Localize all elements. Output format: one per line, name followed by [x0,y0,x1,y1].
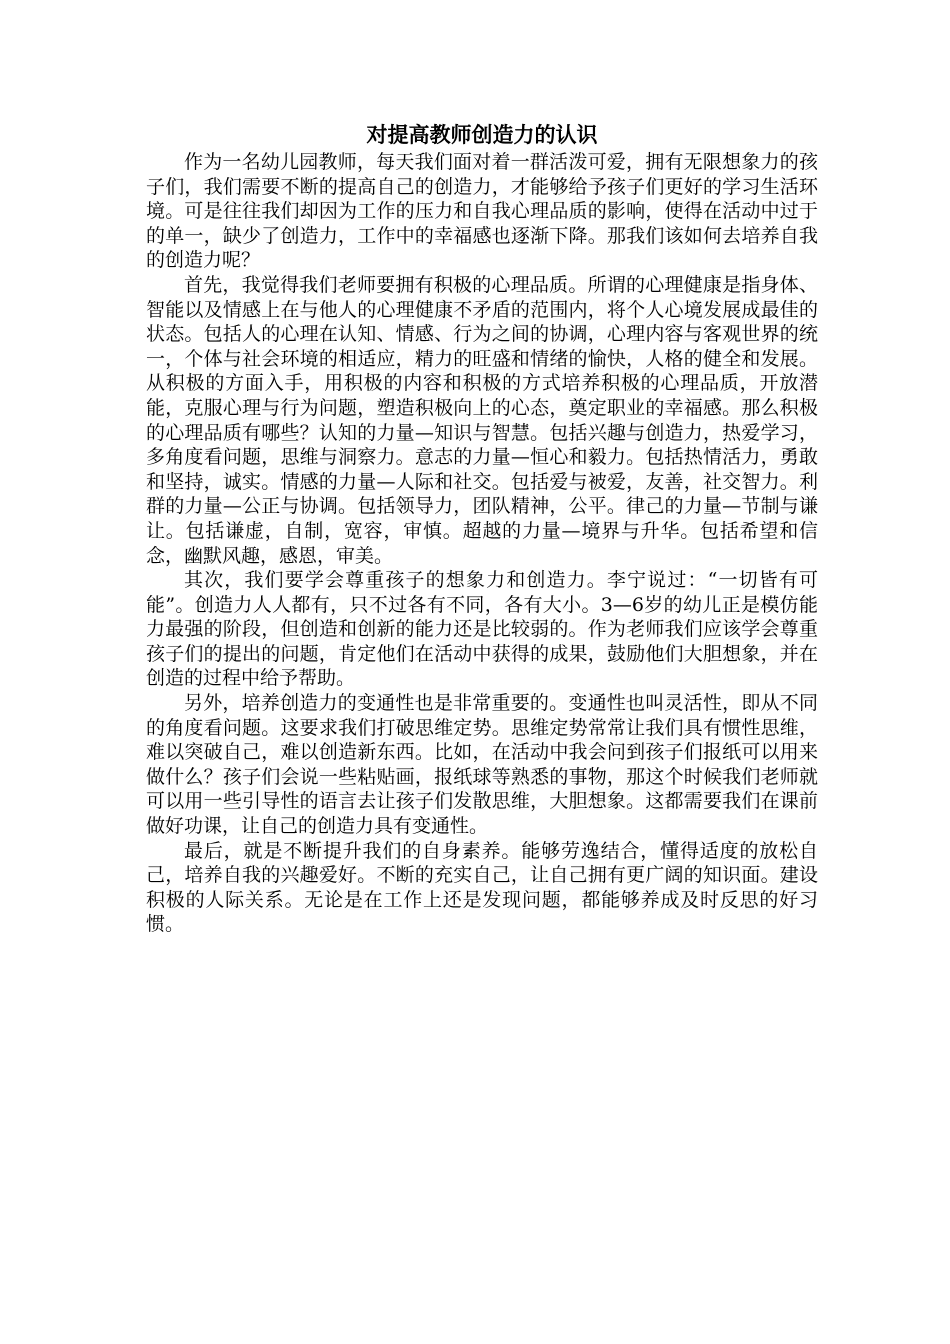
document-title: 对提高教师创造力的认识 [366,123,598,147]
paragraph-intro: 作为一名幼儿园教师，每天我们面对着一群活泼可爱，拥有无限想象力的孩子们，我们需要不断的提高自己的创造力，才能够给予孩子们更好的学习生活环境。可是往往我们却因为工作的压力和自我心理品质的影响，使得在活动中过于的单一，缺少了创造力，工作中的幸福感也逐渐下降。那我们该如何去培养自我的创造力呢？ [146,151,818,272]
document-body [146,121,818,937]
paragraph-respect-imagination: 其次，我们要学会尊重孩子的想象力和创造力。李宁说过：“一切皆有可能”。创造力人人都有，只不过各有不同，各有大小。3—6岁的幼儿正是模仿能力最强的阶段，但创造和创新的能力还是比较弱的。作为老师我们应该学会尊重孩子们的提出的问题，肯定他们在活动中获得的成果，鼓励他们大胆想象，并在创造的过程中给予帮助。 [146,569,818,690]
paragraph-flexibility: 另外，培养创造力的变通性也是非常重要的。变通性也叫灵活性，即从不同的角度看问题。这要求我们打破思维定势。思维定势常常让我们具有惯性思维，难以突破自己，难以创造新东西。比如，在活动中我会问到孩子们报纸可以用来做什么？孩子们会说一些粘贴画，报纸球等熟悉的事物，那这个时候我们老师就可以用一些引导性的语言去让孩子们发散思维，大胆想象。这都需要我们在课前做好功课，让自己的创造力具有变通性。 [146,692,818,838]
paragraph-self-improvement: 最后，就是不断提升我们的自身素养。能够劳逸结合，懂得适度的放松自己，培养自我的兴趣爱好。不断的充实自己，让自己拥有更广阔的知识面。建设积极的人际关系。无论是在工作上还是发现问题，都能够养成及时反思的好习惯。 [146,839,818,936]
paragraph-positive-psychology: 首先，我觉得我们老师要拥有积极的心理品质。所谓的心理健康是指身体、智能以及情感上在与他人的心理健康不矛盾的范围内，将个人心境发展成最佳的状态。包括人的心理在认知、情感、行为之间的协调，心理内容与客观世界的统一，个体与社会环境的相适应，精力的旺盛和情绪的愉快，人格的健全和发展。从积极的方面入手，用积极的内容和积极的方式培养积极的心理品质，开放潜能，克服心理与行为问题，塑造积极向上的心态，奠定职业的幸福感。那么积极的心理品质有哪些？认知的力量—知识与智慧。包括兴趣与创造力，热爱学习，多角度看问题，思维与洞察力。意志的力量—恒心和毅力。包括热情活力，勇敢和坚持，诚实。情感的力量—人际和社交。包括爱与被爱，友善，社交智力。利群的力量—公正与协调。包括领导力，团队精神，公平。律己的力量—节制与谦让。包括谦虚，自制，宽容，审慎。超越的力量—境界与升华。包括希望和信念，幽默风趣，感恩，审美。 [146,273,818,567]
